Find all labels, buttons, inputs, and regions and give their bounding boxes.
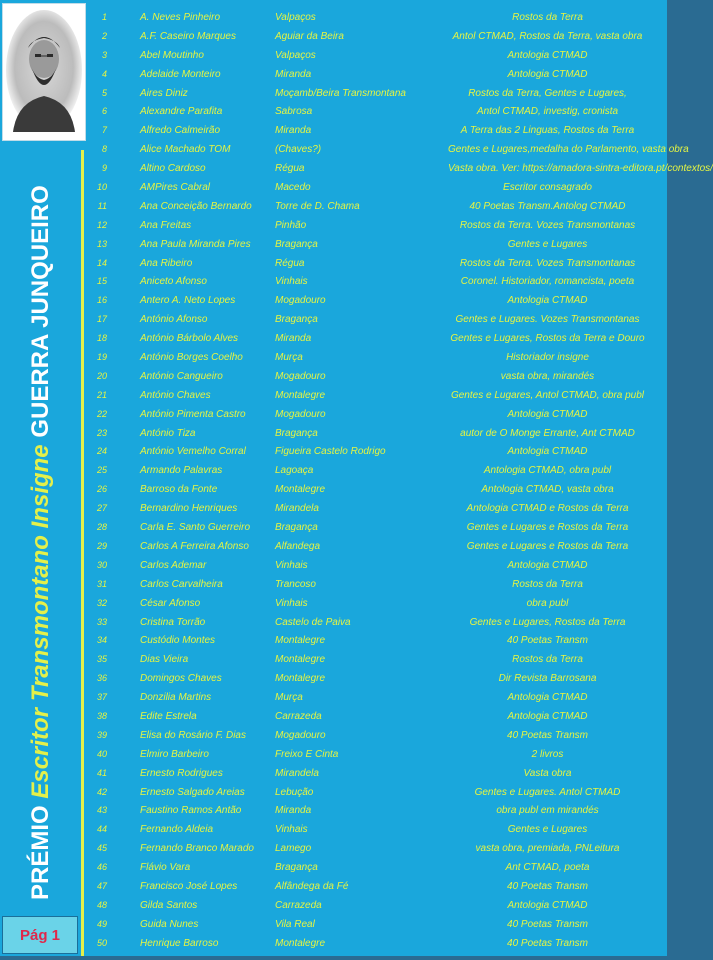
author-place: Régua [275, 257, 305, 269]
entry-number: 4 [101, 68, 107, 79]
author-place: Lamego [275, 843, 312, 855]
entry-number: 2 [101, 30, 107, 41]
author-place: Alfândega da Fé [275, 880, 349, 892]
author-place: Vinhais [275, 597, 308, 609]
list-item [88, 671, 667, 690]
entry-number: 28 [96, 522, 107, 533]
entry-number: 23 [96, 427, 107, 438]
author-name: Dias Vieira [140, 654, 189, 666]
author-name: Alice Machado TOM [140, 144, 231, 156]
author-work: 40 Poetas Transm [507, 880, 588, 892]
entry-number: 45 [96, 843, 107, 854]
list-item [88, 709, 667, 728]
entry-number: 14 [96, 257, 107, 268]
list-item [88, 615, 667, 634]
author-work: Antologia CTMAD, vasta obra [481, 484, 614, 496]
list-item [88, 293, 667, 312]
author-work: Gentes e Lugares [507, 238, 588, 250]
author-name: Gilda Santos [140, 899, 198, 911]
entry-number: 33 [96, 616, 107, 627]
author-work: Gentes e Lugares e Rostos da Terra [466, 540, 629, 552]
title-part2: Escritor Transmontano Insigne [27, 444, 54, 799]
entry-number: 7 [101, 125, 107, 136]
author-name: Carlos Carvalheira [140, 578, 223, 590]
entry-number: 18 [96, 333, 107, 344]
list-item [88, 747, 667, 766]
entry-number: 25 [96, 465, 107, 476]
author-work: Antologia CTMAD [507, 295, 588, 307]
entry-number: 38 [96, 710, 107, 721]
entry-number: 39 [96, 729, 107, 740]
author-place: Montalegre [275, 389, 326, 401]
entry-number: 8 [101, 144, 107, 155]
author-work: Vasta obra. Ver: https://amadora-sintra-editora.pt/contextos/ [448, 163, 713, 175]
entry-number: 27 [96, 503, 107, 514]
entry-number: 32 [96, 597, 107, 608]
author-place: Miranda [275, 333, 312, 345]
author-work: Antologia CTMAD [507, 408, 588, 420]
author-name: Flávio Vara [140, 862, 191, 874]
list-item [88, 256, 667, 275]
entry-number: 30 [96, 559, 107, 570]
list-item [88, 728, 667, 747]
author-work: Antologia CTMAD e Rostos da Terra [466, 503, 629, 515]
author-work: obra publ [526, 597, 569, 609]
entry-number: 5 [101, 87, 107, 98]
list-item [88, 218, 667, 237]
author-place: Montalegre [275, 484, 326, 496]
author-work: Gentes e Lugares,medalha do Parlamento, vasta obra [448, 144, 689, 156]
author-work: Antologia CTMAD [507, 446, 588, 458]
entry-number: 21 [96, 389, 107, 400]
author-place: Moçamb/Beira Transmontana [275, 87, 406, 99]
list-item [88, 520, 667, 539]
author-name: Ana Conceição Bernardo [140, 200, 252, 212]
list-item [88, 463, 667, 482]
author-name: Carlos Ademar [140, 559, 207, 571]
entry-number: 26 [96, 484, 107, 495]
list-item [88, 577, 667, 596]
list-item [88, 426, 667, 445]
author-work: 40 Poetas Transm [507, 918, 588, 930]
entry-number: 10 [96, 182, 107, 193]
author-place: Mirandela [275, 767, 319, 779]
entry-number: 44 [96, 824, 107, 835]
list-item [88, 407, 667, 426]
author-list [88, 10, 713, 955]
list-item [88, 879, 667, 898]
list-item [88, 652, 667, 671]
entry-number: 37 [96, 692, 107, 703]
vertical-title [26, 185, 56, 900]
author-name: Elisa do Rosário F. Dias [140, 729, 246, 741]
entry-number: 12 [96, 219, 107, 230]
author-name: António Pimenta Castro [140, 408, 246, 420]
author-place: Vinhais [275, 276, 308, 288]
author-work: 40 Poetas Transm [507, 729, 588, 741]
author-name: Francisco José Lopes [140, 880, 238, 892]
author-name: Faustino Ramos Antão [140, 805, 242, 817]
entry-number: 1 [101, 12, 107, 22]
entry-number: 16 [96, 295, 107, 306]
author-work: 40 Poetas Transm [507, 937, 588, 949]
sidebar [0, 0, 88, 956]
author-name: Domingos Chaves [140, 673, 222, 685]
entry-number: 24 [96, 446, 107, 457]
author-place: Régua [275, 163, 305, 175]
author-name: Barroso da Fonte [140, 484, 218, 496]
list-item [88, 29, 667, 48]
list-item [88, 444, 667, 463]
author-name: António Borges Coelho [140, 352, 243, 364]
author-work: Gentes e Lugares [507, 824, 588, 836]
author-work: Antologia CTMAD, obra publ [483, 465, 612, 477]
author-work: Gentes e Lugares, Antol CTMAD, obra publ [450, 389, 645, 401]
list-item [88, 48, 667, 67]
author-work: obra publ em mirandés [496, 805, 599, 817]
author-name: Fernando Branco Marado [140, 843, 254, 855]
entry-number: 48 [96, 899, 107, 910]
author-name: Elmiro Barbeiro [140, 748, 209, 760]
entry-number: 36 [96, 673, 107, 684]
author-name: António Chaves [140, 389, 211, 401]
author-name: Ernesto Rodrigues [140, 767, 223, 779]
author-work: Rostos da Terra [512, 578, 583, 590]
author-place: Montalegre [275, 673, 326, 685]
author-place: Vinhais [275, 559, 308, 571]
author-name: César Afonso [140, 597, 201, 609]
entry-number: 6 [101, 106, 107, 117]
author-work: Rostos da Terra, Gentes e Lugares, [468, 87, 627, 99]
author-place: Torre de D. Chama [275, 200, 360, 212]
author-name: Carlos A Ferreira Afonso [140, 540, 249, 552]
author-place: Sabrosa [275, 106, 313, 118]
author-place: Pinhão [275, 219, 307, 231]
author-work: 40 Poetas Transm.Antolog CTMAD [469, 200, 626, 212]
list-item [88, 596, 667, 615]
author-name: António Vemelho Corral [140, 446, 246, 458]
author-name: Cristina Torrão [140, 616, 206, 628]
entry-number: 3 [101, 49, 107, 60]
list-item [88, 898, 667, 917]
author-place: Murça [275, 692, 303, 704]
author-name: A.F. Caseiro Marques [140, 30, 236, 42]
author-name: António Bárbolo Alves [140, 333, 239, 345]
author-name: Ana Freitas [140, 219, 192, 231]
author-place: Trancoso [275, 578, 316, 590]
list-item [88, 331, 667, 350]
author-place: Vila Real [275, 918, 315, 930]
list-item [88, 501, 667, 520]
author-name: Bernardino Henriques [140, 503, 238, 515]
list-item [88, 350, 667, 369]
list-item [88, 539, 667, 558]
entry-number: 29 [96, 540, 107, 551]
entry-number: 41 [96, 767, 107, 778]
author-work: Gentes e Lugares. Antol CTMAD [474, 786, 621, 798]
list-item [88, 917, 667, 936]
author-work: Escritor consagrado [503, 182, 592, 194]
author-place: Murça [275, 352, 303, 364]
entry-number: 11 [97, 200, 107, 211]
list-item [88, 199, 667, 218]
list-item [88, 785, 667, 804]
author-place: Figueira Castelo Rodrigo [275, 446, 386, 458]
list-item [88, 123, 667, 142]
author-place: Mogadouro [275, 729, 326, 741]
author-place: Macedo [275, 182, 311, 194]
author-work: Antologia CTMAD [507, 49, 588, 61]
author-place: Vinhais [275, 824, 308, 836]
author-name: Ernesto Salgado Areias [140, 786, 245, 798]
author-work: autor de O Monge Errante, Ant CTMAD [460, 427, 635, 439]
list-item [88, 633, 667, 652]
author-name: Ana Paula Miranda Pires [140, 238, 251, 250]
entry-number: 15 [96, 276, 107, 287]
author-place: Valpaços [275, 12, 316, 23]
list-item [88, 690, 667, 709]
author-name: A. Neves Pinheiro [140, 12, 221, 23]
author-work: Ant CTMAD, poeta [505, 862, 590, 874]
page-number-badge: Pág 1 [2, 916, 78, 954]
entry-number: 19 [96, 352, 107, 363]
entry-number: 22 [96, 408, 107, 419]
list-item [88, 482, 667, 501]
author-name: Alexandre Parafita [140, 106, 223, 118]
author-name: Donzilia Martins [140, 692, 212, 704]
author-place: Lebução [275, 786, 314, 798]
list-item [88, 180, 667, 199]
author-place: Miranda [275, 68, 312, 80]
author-work: Rostos da Terra. Vozes Transmontanas [459, 219, 636, 231]
list-item [88, 766, 667, 785]
entry-number: 40 [96, 748, 107, 759]
title-part3: GUERRA JUNQUEIRO [27, 185, 54, 438]
author-place: Carrazeda [275, 899, 322, 911]
author-work: Antologia CTMAD [507, 692, 588, 704]
author-name: Henrique Barroso [140, 937, 219, 949]
author-place: Aguiar da Beira [275, 30, 344, 42]
author-place: Lagoaça [275, 465, 314, 477]
author-work: Antologia CTMAD [507, 710, 588, 722]
list-item [88, 104, 667, 123]
author-place: Mogadouro [275, 370, 326, 382]
author-place: Mogadouro [275, 295, 326, 307]
author-work: 40 Poetas Transm [507, 635, 588, 647]
author-name: AMPires Cabral [140, 182, 211, 194]
entry-number: 20 [96, 370, 107, 381]
author-name: António Tiza [140, 427, 196, 439]
entry-number: 9 [101, 163, 107, 174]
author-name: Custódio Montes [140, 635, 216, 647]
entry-number: 17 [96, 314, 107, 325]
author-place: Freixo E Cinta [275, 748, 339, 760]
author-place: Mirandela [275, 503, 319, 515]
author-place: Montalegre [275, 654, 326, 666]
author-work: Coronel. Historiador, romancista, poeta [460, 276, 635, 288]
entry-number: 31 [96, 578, 107, 589]
author-name: Edite Estrela [140, 710, 197, 722]
author-place: Bragança [275, 862, 318, 874]
author-work: Antologia CTMAD [507, 68, 588, 80]
author-work: 2 livros [531, 748, 564, 760]
author-name: Antero A. Neto Lopes [140, 295, 236, 307]
author-place: Bragança [275, 314, 318, 326]
vertical-divider [81, 150, 84, 956]
author-name: Armando Palavras [140, 465, 223, 477]
list-item [88, 237, 667, 256]
author-work: vasta obra, mirandés [500, 370, 595, 382]
list-item [88, 860, 667, 879]
list-item [88, 312, 667, 331]
author-place: Bragança [275, 522, 318, 534]
author-place: Alfandega [275, 540, 321, 552]
author-place: (Chaves?) [275, 144, 322, 156]
author-place: Bragança [275, 427, 318, 439]
entry-number: 47 [96, 880, 107, 891]
entry-number: 13 [96, 238, 107, 249]
list-item [88, 161, 713, 180]
author-work: Dir Revista Barrosana [498, 673, 597, 685]
author-name: Guida Nunes [140, 918, 199, 930]
author-name: Carla E. Santo Guerreiro [140, 522, 251, 534]
author-name: António Afonso [140, 314, 208, 326]
list-item [88, 822, 667, 841]
author-name: Abel Moutinho [140, 49, 204, 61]
entry-number: 42 [96, 786, 107, 797]
author-work: Antologia CTMAD [507, 559, 588, 571]
author-name: Alfredo Calmeirão [140, 125, 221, 137]
author-work: Antol CTMAD, Rostos da Terra, vasta obra [452, 30, 643, 42]
author-work: Antologia CTMAD [507, 899, 588, 911]
author-place: Carrazeda [275, 710, 322, 722]
author-work: vasta obra, premiada, PNLeitura [475, 843, 620, 855]
list-item [88, 841, 667, 860]
author-work: Antol CTMAD, investig, cronista [476, 106, 619, 118]
author-place: Mogadouro [275, 408, 326, 420]
entry-number: 49 [96, 918, 107, 929]
entry-number: 43 [96, 805, 107, 816]
portrait-engraving-icon [2, 3, 86, 141]
author-work: Vasta obra [523, 767, 572, 779]
author-work: Rostos da Terra [512, 12, 583, 23]
author-name: Altino Cardoso [140, 163, 206, 175]
author-work: Rostos da Terra. Vozes Transmontanas [459, 257, 636, 269]
list-item [88, 369, 667, 388]
author-work: Gentes e Lugares, Rostos da Terra e Douro [450, 333, 645, 345]
author-work: Gentes e Lugares e Rostos da Terra [466, 522, 629, 534]
list-item [88, 558, 667, 577]
author-place: Miranda [275, 805, 312, 817]
author-name: Adelaide Monteiro [140, 68, 221, 80]
entry-number: 34 [96, 635, 107, 646]
list-item [88, 10, 667, 29]
author-work: Gentes e Lugares. Vozes Transmontanas [455, 314, 640, 326]
author-name: Aires Diniz [140, 87, 188, 99]
list-item [88, 803, 667, 822]
author-place: Castelo de Paiva [275, 616, 351, 628]
author-place: Montalegre [275, 937, 326, 949]
list-item [88, 388, 667, 407]
author-name: António Cangueiro [140, 370, 223, 382]
author-place: Miranda [275, 125, 312, 137]
author-place: Valpaços [275, 49, 316, 61]
author-name: Ana Ribeiro [140, 257, 193, 269]
entry-number: 35 [96, 654, 107, 665]
entry-number: 46 [96, 862, 107, 873]
title-part1: PRÉMIO [27, 805, 54, 900]
list-item [88, 67, 667, 86]
author-name: Aniceto Afonso [140, 276, 207, 288]
author-name: Fernando Aldeia [140, 824, 214, 836]
list-item [88, 936, 667, 955]
list-item [88, 142, 689, 161]
list-item [88, 86, 667, 105]
list-item [88, 274, 667, 293]
author-place: Montalegre [275, 635, 326, 647]
author-place: Bragança [275, 238, 318, 250]
author-work: Gentes e Lugares, Rostos da Terra [469, 616, 626, 628]
entry-number: 50 [96, 937, 107, 948]
author-work: A Terra das 2 Linguas, Rostos da Terra [460, 125, 635, 137]
author-work: Historiador insigne [506, 352, 589, 364]
author-work: Rostos da Terra [512, 654, 583, 666]
